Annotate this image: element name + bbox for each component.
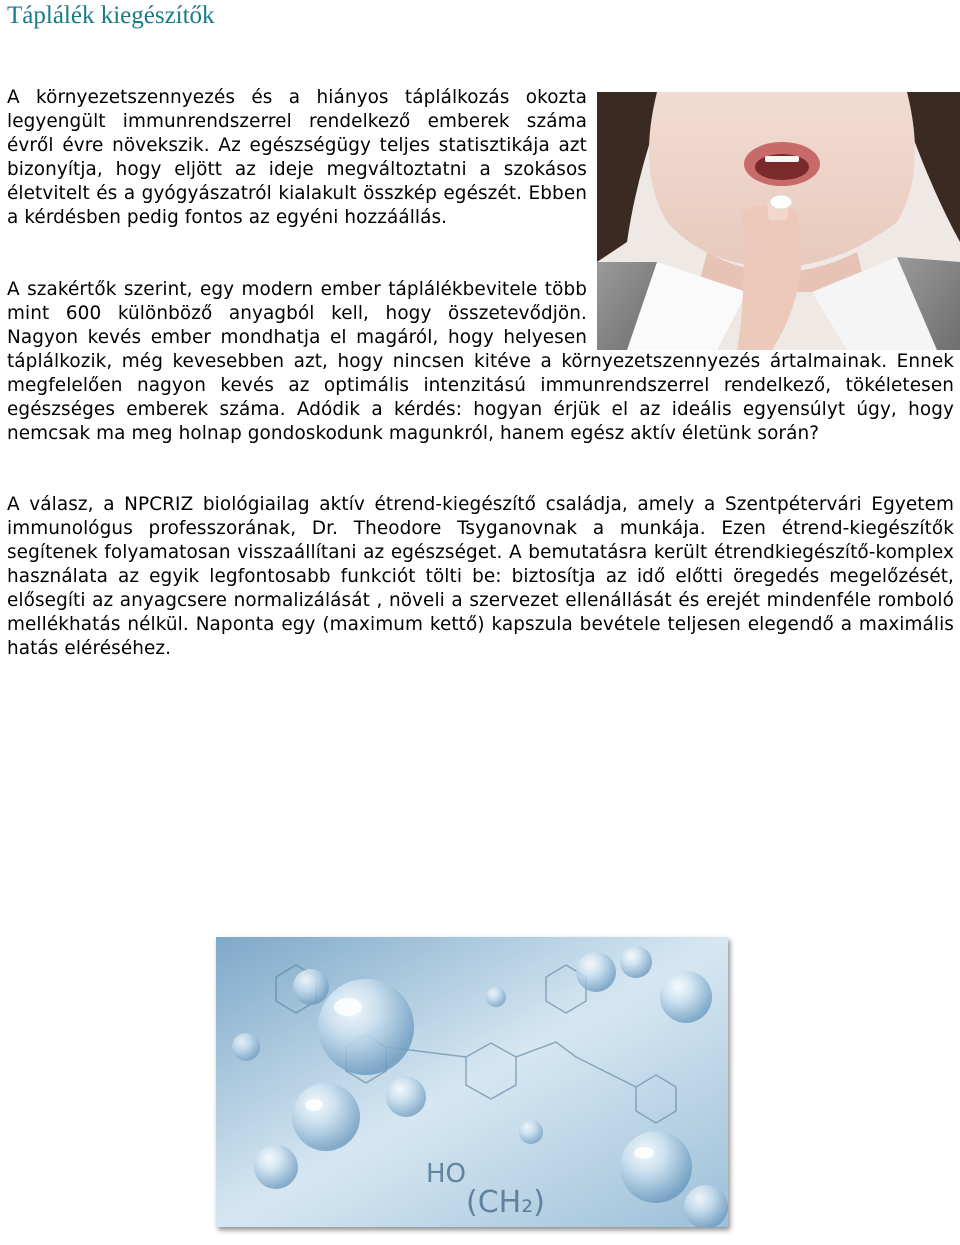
paragraph-1: A környezetszennyezés és a hiányos táplálkozás okozta legyengült immunrendszerrel rendelkező emberek száma évről évre növekszik. Az egészségügy teljes statisztikája azt bizonyítja, hogy eljött az ideje megváltoztatni a szokásos életvitelt és a gyógyászatról kialakult összkép egészét. Ebben a kérdésben pedig fontos az egyéni hozzáállás.	[7, 87, 587, 228]
paragraph-3: A válasz, a NPCRIZ biológiailag aktív étrend-kiegészítő családja, amely a Szentpétervári Egyetem immunológus professzorának, Dr. Theodore Tsyganovnak a munkája. Ezen étrend-kiegészítők segítenek folyamatosan visszaállítani az egészséget. A bemutatásra került étrendkiegészítő-komplex használata az egyik legfontosabb funkciót tölti be: biztosítja az idő előtti öregedés megelőzését, elősegíti az anyagcsere normalizálását , növeli a szervezet ellenállását és erejét mindenféle romboló mellékhatás nélkül. Naponta egy (maximum kettő) kapszula bevétele teljesen elegendő a maximális hatás eléréséhez.	[7, 494, 954, 659]
page-title: Táplálék kiegészítők	[7, 2, 215, 29]
molecule-formula-text: (CH₂)	[466, 1185, 545, 1220]
molecule-formula-label: HO	[426, 1159, 467, 1189]
woman-taking-pill-photo-icon	[597, 92, 960, 350]
molecule-structure-photo-icon	[216, 937, 728, 1227]
paragraph-2: A szakértők szerint, egy modern ember táplálékbevitele több mint 600 különböző anyagból kell, hogy összetevődjön. Nagyon kevés ember mondhatja el magáról, hogy helyesen táplálkozik, még kevesebben azt, hogy nincsen kitéve a környezetszennyezés ártalmainak. Ennek megfelelően nagyon kevés az optimális intenzitású immunrendszerrel rendelkező, tökéletesen egészséges emberek száma. Adódik a kérdés: hogyan érjük el az ideális egyensúlyt úgy, hogy nemcsak ma meg holnap gondoskodunk magunkról, hanem egész aktív életünk során?	[7, 279, 954, 444]
article-body	[7, 86, 954, 661]
